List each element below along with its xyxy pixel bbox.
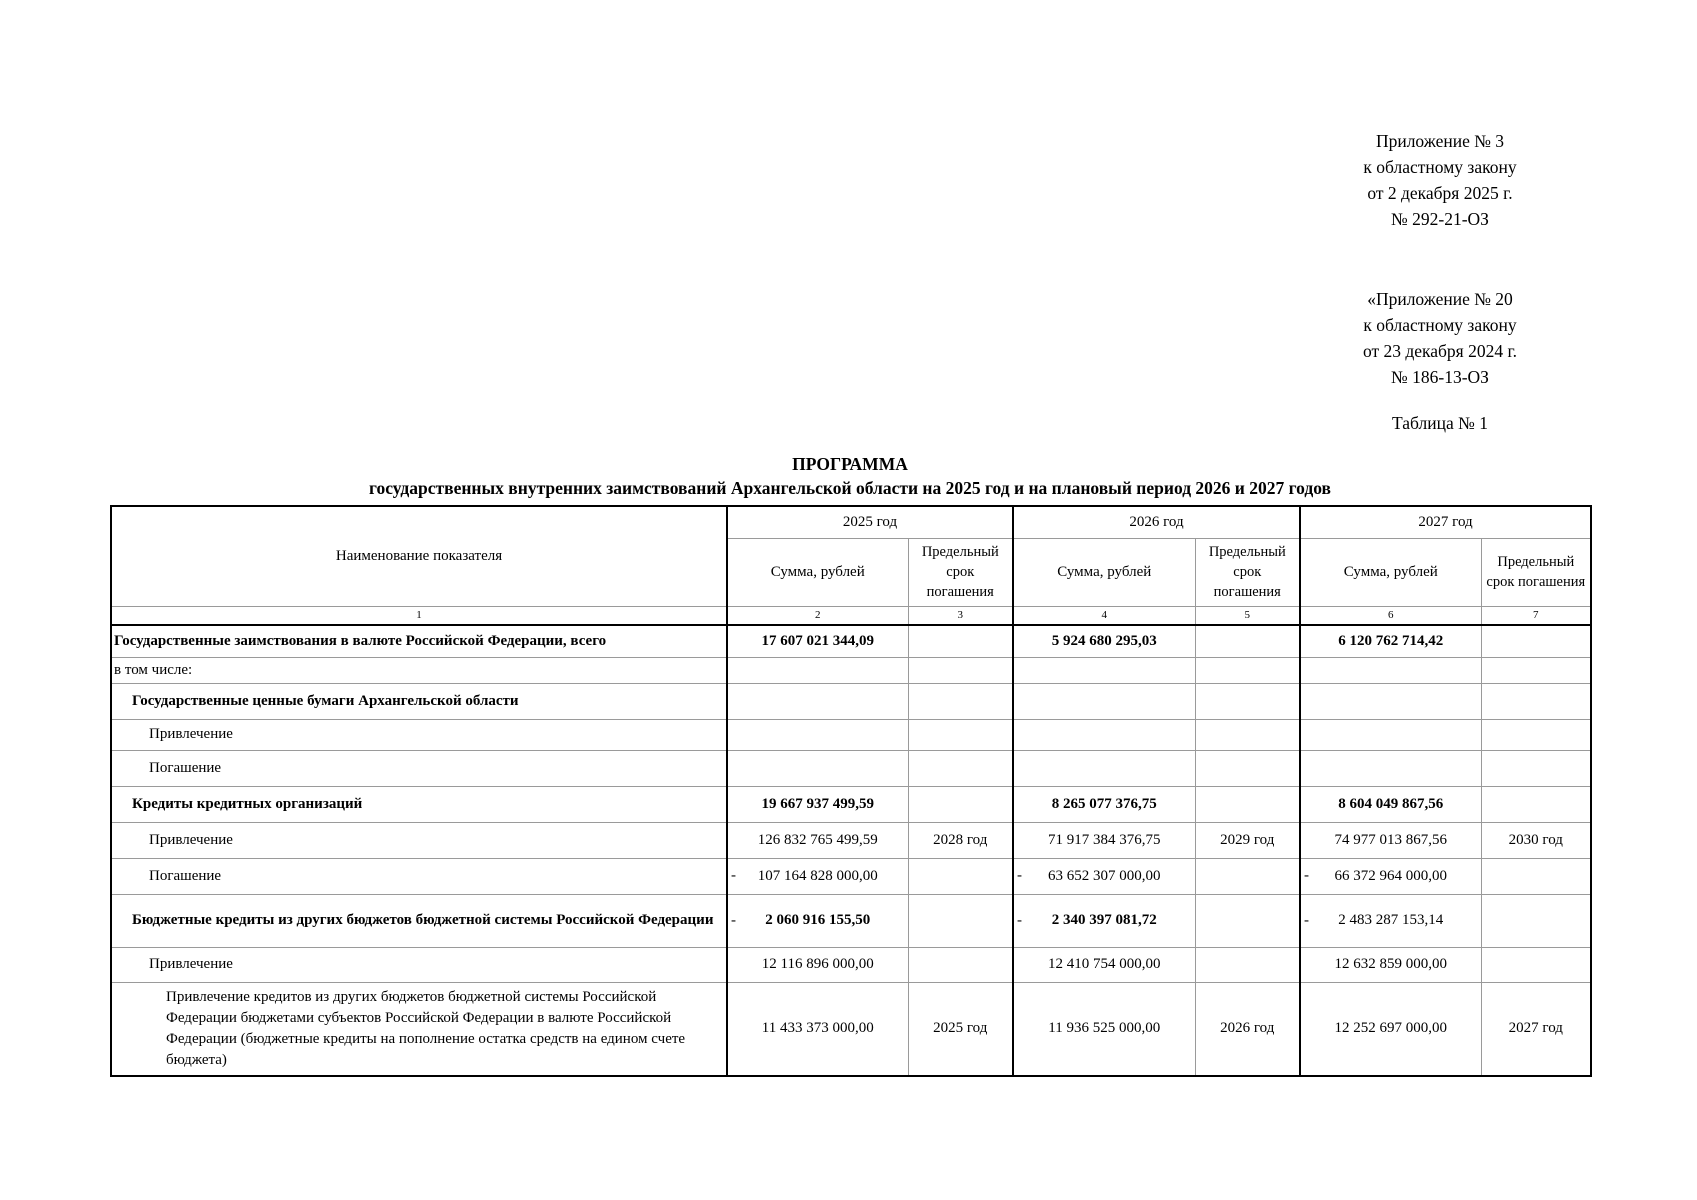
amount-2026: 5 924 680 295,03 <box>1013 625 1195 657</box>
amount-2025-cell <box>727 858 908 894</box>
header-indicator: Наименование показателя <box>111 506 727 606</box>
term-2026: 2029 год <box>1195 822 1300 858</box>
term-2026 <box>1195 750 1300 786</box>
amount-2027 <box>1300 657 1481 683</box>
term-2026 <box>1195 625 1300 657</box>
term-2025 <box>908 657 1013 683</box>
amount-2027 <box>1300 719 1481 750</box>
amount-2025-cell <box>727 894 908 947</box>
amount-2027: 74 977 013 867,56 <box>1300 822 1481 858</box>
term-2026 <box>1195 894 1300 947</box>
amount-2025: 12 116 896 000,00 <box>727 947 908 982</box>
term-2025 <box>908 858 1013 894</box>
term-2026 <box>1195 657 1300 683</box>
minus-sign: - <box>1304 912 1310 928</box>
amount-2026: 2 340 397 081,72 <box>1051 912 1157 928</box>
amount-2025 <box>727 683 908 719</box>
amount-2026-cell <box>1013 894 1195 947</box>
term-2025 <box>908 750 1013 786</box>
appendix-20-header <box>1310 286 1570 390</box>
term-2027 <box>1481 683 1591 719</box>
term-2025 <box>908 947 1013 982</box>
amount-2025: 2 060 916 155,50 <box>765 912 871 928</box>
appendix-3-line2: к областному закону <box>1363 157 1517 177</box>
appendix-3-line3: от 2 декабря 2025 г. <box>1367 183 1513 203</box>
table-row <box>111 719 1591 750</box>
term-2027 <box>1481 947 1591 982</box>
row-name: Привлечение <box>111 822 727 858</box>
term-2027 <box>1481 786 1591 822</box>
amount-2027: 66 372 964 000,00 <box>1334 867 1448 884</box>
amount-2026-cell <box>1013 858 1195 894</box>
row-name: Привлечение <box>111 719 727 750</box>
amount-2025: 126 832 765 499,59 <box>727 822 908 858</box>
table-row <box>111 750 1591 786</box>
appendix-3-line4: № 292-21-ОЗ <box>1391 209 1489 229</box>
term-2027: 2027 год <box>1481 982 1591 1076</box>
appendix-3-line1: Приложение № 3 <box>1375 131 1505 151</box>
amount-2026 <box>1013 750 1195 786</box>
term-2026: 2026 год <box>1195 982 1300 1076</box>
minus-sign: - <box>1017 867 1023 884</box>
table-row <box>111 625 1591 657</box>
minus-sign: - <box>1304 867 1310 884</box>
col-number-4: 4 <box>1013 606 1195 625</box>
row-name: Привлечение <box>111 947 727 982</box>
term-2025 <box>908 719 1013 750</box>
table-row <box>111 822 1591 858</box>
appendix-20-line4: № 186-13-ОЗ <box>1391 367 1489 387</box>
table-row <box>111 858 1591 894</box>
term-2026 <box>1195 719 1300 750</box>
amount-2026 <box>1013 657 1195 683</box>
term-2027 <box>1481 894 1591 947</box>
term-2026 <box>1195 858 1300 894</box>
term-2025: 2025 год <box>908 982 1013 1076</box>
amount-2027 <box>1300 750 1481 786</box>
term-2027 <box>1481 657 1591 683</box>
table-row <box>111 683 1591 719</box>
table-row <box>111 657 1591 683</box>
header-sum-2027: Сумма, рублей <box>1300 538 1481 606</box>
header-term-2025: Предельный срок погашения <box>908 538 1013 606</box>
borrowings-table <box>110 505 1592 1077</box>
row-name: Кредиты кредитных организаций <box>111 786 727 822</box>
row-name: Государственные ценные бумаги Архангельской области <box>111 683 727 719</box>
term-2025 <box>908 786 1013 822</box>
header-sum-2026: Сумма, рублей <box>1013 538 1195 606</box>
amount-2026: 8 265 077 376,75 <box>1013 786 1195 822</box>
amount-2025: 17 607 021 344,09 <box>727 625 908 657</box>
amount-2027: 6 120 762 714,42 <box>1300 625 1481 657</box>
amount-2025 <box>727 719 908 750</box>
appendix-20-line2: к областному закону <box>1363 315 1517 335</box>
header-sum-2025: Сумма, рублей <box>727 538 908 606</box>
row-name: Погашение <box>111 750 727 786</box>
term-2027 <box>1481 858 1591 894</box>
amount-2027-cell <box>1300 858 1481 894</box>
amount-2025: 19 667 937 499,59 <box>727 786 908 822</box>
header-year-2027: 2027 год <box>1300 506 1591 538</box>
col-number-6: 6 <box>1300 606 1481 625</box>
amount-2026: 11 936 525 000,00 <box>1013 982 1195 1076</box>
term-2027 <box>1481 750 1591 786</box>
term-2027 <box>1481 625 1591 657</box>
term-2027 <box>1481 719 1591 750</box>
minus-sign: - <box>731 867 736 884</box>
table-row <box>111 786 1591 822</box>
amount-2027 <box>1300 683 1481 719</box>
term-2026 <box>1195 786 1300 822</box>
row-name: Государственные заимствования в валюте Российской Федерации, всего <box>111 625 727 657</box>
col-number-7: 7 <box>1481 606 1591 625</box>
amount-2027: 12 252 697 000,00 <box>1300 982 1481 1076</box>
term-2025 <box>908 625 1013 657</box>
appendix-3-header <box>1310 128 1570 232</box>
amount-2026: 12 410 754 000,00 <box>1013 947 1195 982</box>
row-name: в том числе: <box>111 657 727 683</box>
term-2025: 2028 год <box>908 822 1013 858</box>
amount-2026: 63 652 307 000,00 <box>1048 867 1161 884</box>
col-number-3: 3 <box>908 606 1013 625</box>
table-number: Таблица № 1 <box>1392 413 1488 433</box>
term-2026 <box>1195 683 1300 719</box>
term-2025 <box>908 894 1013 947</box>
amount-2027: 8 604 049 867,56 <box>1300 786 1481 822</box>
header-term-2026: Предельный срок погашения <box>1195 538 1300 606</box>
col-number-2: 2 <box>727 606 908 625</box>
amount-2027-cell <box>1300 894 1481 947</box>
amount-2025: 11 433 373 000,00 <box>727 982 908 1076</box>
appendix-20-line1: «Приложение № 20 <box>1367 289 1513 309</box>
header-year-2026: 2026 год <box>1013 506 1300 538</box>
col-number-5: 5 <box>1195 606 1300 625</box>
amount-2027: 12 632 859 000,00 <box>1300 947 1481 982</box>
term-2025 <box>908 683 1013 719</box>
minus-sign: - <box>1017 912 1023 928</box>
col-number-1: 1 <box>111 606 727 625</box>
table-row <box>111 894 1591 947</box>
title-line2: государственных внутренних заимствований Архангельской области на 2025 год и на плановый период 2026 и 2027 годов <box>368 478 1332 498</box>
appendix-20-line3: от 23 декабря 2024 г. <box>1362 341 1518 361</box>
amount-2027: 2 483 287 153,14 <box>1338 912 1444 928</box>
title-line1: ПРОГРАММА <box>792 454 908 474</box>
term-2026 <box>1195 947 1300 982</box>
row-name: Погашение <box>111 858 727 894</box>
table-row <box>111 947 1591 982</box>
amount-2026: 71 917 384 376,75 <box>1013 822 1195 858</box>
amount-2026 <box>1013 719 1195 750</box>
amount-2025: 107 164 828 000,00 <box>757 867 878 884</box>
minus-sign: - <box>731 912 736 928</box>
row-name: Бюджетные кредиты из других бюджетов бюджетной системы Российской Федерации <box>111 894 727 947</box>
amount-2025 <box>727 657 908 683</box>
document-title <box>110 452 1590 500</box>
header-term-2027: Предельный срок погашения <box>1481 538 1591 606</box>
amount-2026 <box>1013 683 1195 719</box>
header-year-2025: 2025 год <box>727 506 1013 538</box>
term-2027: 2030 год <box>1481 822 1591 858</box>
table-row <box>111 982 1591 1076</box>
amount-2025 <box>727 750 908 786</box>
row-name: Привлечение кредитов из других бюджетов бюджетной системы Российской Федерации бюджетами субъектов Российской Федерации в валюте Российской Федерации (бюджетные кредиты на пополнение остатка средств на едином счете бюджета) <box>111 982 727 1076</box>
